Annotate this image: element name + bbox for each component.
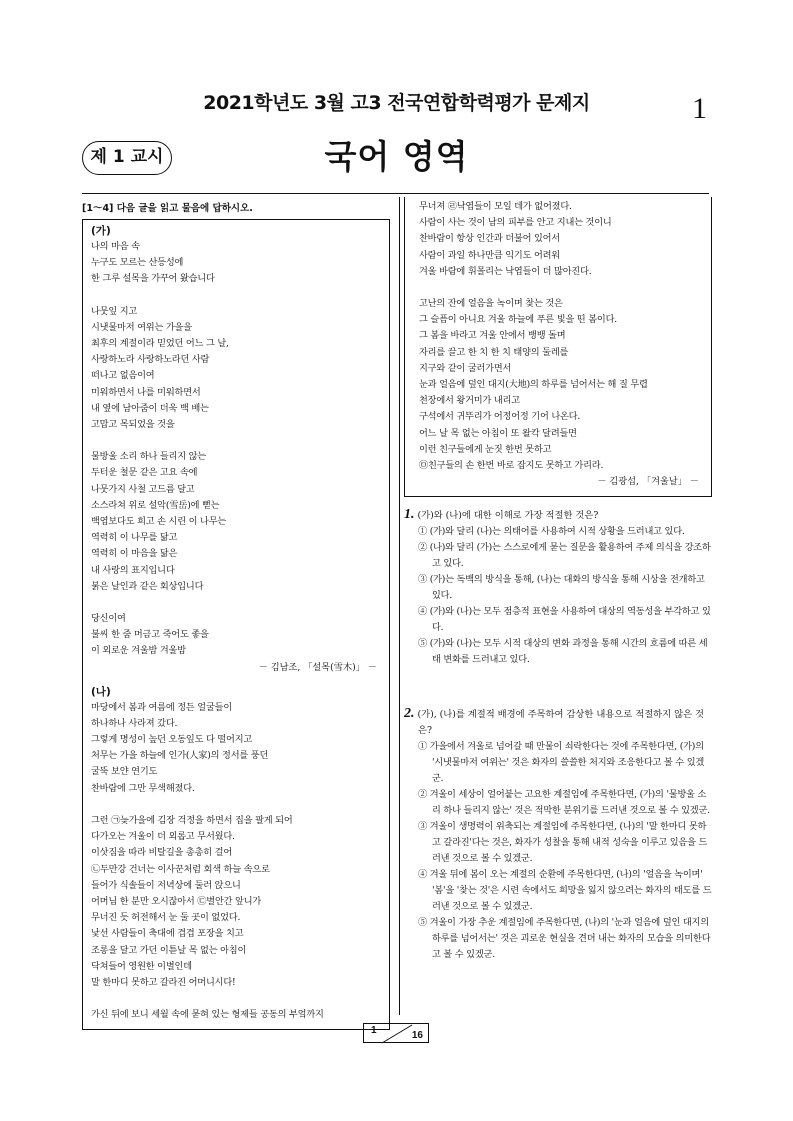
poem-line: 붉은 날인과 같은 회상입니다	[91, 580, 204, 592]
poem-line: 다가오는 겨울이 더 외롭고 무서웠다.	[91, 831, 235, 843]
poem-line: 처무는 가을 하늘에 인가(人家)의 정서를 풍던	[91, 750, 269, 762]
poem-line: 무너져 ㉣낙엽들이 모일 데가 없어졌다.	[419, 201, 572, 212]
left-column	[82, 202, 390, 1030]
poem-line: 눈과 얼음에 덮인 대지(大地)의 하루를 넘어서는 해 질 무렵	[419, 379, 648, 391]
stanza-break	[91, 991, 381, 1007]
poem-line: 고맙고 목되었을 것을	[91, 419, 175, 431]
poem-line: 어느 날 목 없는 아침이 또 왈칵 달려들면	[419, 427, 577, 439]
poem-line: 자리를 끌고 한 치 한 치 태양의 둘레를	[419, 346, 569, 358]
session-badge: 제 1 교시	[82, 141, 172, 175]
passage-na-continued-lines	[419, 199, 703, 474]
answer-choice[interactable]: ② 겨울이 세상이 얼어붙는 고요한 계절임에 주목한다면, (가)의 '물방울 소리 하나 들리지 않는' 것은 적막한 분위기를 드러낸 것으로 볼 수 있겠군.	[418, 789, 710, 817]
poem-line: 그 슬픔이 아니요 겨울 하늘에 푸른 빛을 띤 봄이다.	[419, 314, 617, 326]
poem-line: 내 옆에 남아줌이 더욱 백 배는	[91, 402, 209, 414]
question-2	[404, 706, 712, 963]
stanza-break	[91, 797, 381, 813]
question-stem	[404, 507, 712, 524]
poem-line: 사람이 과일 하나만큼 익기도 어려워	[419, 249, 561, 261]
poem-line: 찬바람이 항상 인간과 더불어 있어서	[419, 233, 561, 245]
poem-line: 역력히 이 나무를 닮고	[91, 532, 178, 544]
poem-line: 사랑하노라 사랑하노라던 사람	[91, 354, 210, 366]
poem-line: 당신이여	[91, 613, 126, 625]
poem-line: 그런 ㉠늦가을에 김장 걱정을 하면서 집을 팔게 되어	[91, 814, 293, 826]
poem-line: 이삿짐을 따라 비탈길을 총총히 걸어	[91, 847, 233, 859]
poem-line: ㉤친구들의 손 한번 바로 잡지도 못하고 가리라.	[419, 460, 604, 472]
question-text: (가), (나)를 계절적 배경에 주목하여 감상한 내용으로 적절하지 않은 것은?	[414, 709, 704, 737]
poem-line: 백엽보다도 희고 손 시린 이 나무는	[91, 516, 227, 528]
poem-line: 찬바람에 그만 무색해졌다.	[91, 782, 195, 794]
passage-na-label: (나)	[91, 685, 111, 698]
answer-choice[interactable]: ② (나)와 달리 (가)는 스스로에게 묻는 질문을 활용하여 주제 의식을 강조하고 있다.	[418, 542, 711, 570]
poem-line: 불씨 한 줌 머금고 죽어도 좋을	[91, 629, 209, 641]
question-text: (가)와 (나)에 대한 이해로 가장 적절한 것은?	[414, 510, 599, 522]
answer-choice[interactable]: ⑤ (가)와 (나)는 모두 시적 대상의 변화 과정을 통해 시간의 흐름에 따른 세태 변화를 드러내고 있다.	[418, 638, 708, 666]
answer-choice[interactable]: ⑤ 겨울이 가장 추운 계절임에 주목한다면, (나)의 '눈과 얼음에 덮인 대지의 하루를 넘어서는' 것은 괴로운 현실을 견뎌 내는 화자의 모습을 의미한다고 볼 수 있겠군.	[418, 917, 711, 961]
question-number: 1.	[404, 507, 415, 523]
passage-ga-label: (가)	[91, 225, 111, 237]
stanza-break	[91, 433, 381, 449]
poem-line: 지구와 같이 굴러가면서	[419, 362, 512, 374]
poem-line: 나의 마음 속	[91, 241, 140, 252]
page-counter	[363, 1023, 429, 1043]
stanza-break	[419, 280, 703, 296]
poem-line: 나뭇잎 지고	[91, 305, 138, 317]
poem-line: 소스라쳐 위로 설악(雪岳)에 뻗는	[91, 499, 220, 511]
passage-na-lines	[91, 700, 381, 1024]
page-number: 1	[692, 92, 707, 125]
answer-choice[interactable]: ④ (가)와 (나)는 모두 점층적 표현을 사용하여 대상의 역동성을 부각하고 있다.	[418, 606, 711, 634]
poem-line: 닥쳐들어 영원한 이별인데	[91, 960, 192, 972]
poem-line: 어머님 한 분만 오시잖아서 ㉢별안간 앞니가	[91, 895, 262, 907]
poem-line: 이런 친구들에게 눈짓 한번 못하고	[419, 443, 552, 455]
passage-ga-author: － 김남조, 「설목(雪木)」 －	[258, 661, 377, 673]
question-1	[404, 507, 712, 668]
passage-box-continued	[404, 197, 712, 497]
poem-line: 말 한마디 못하고 갈라진 어머니시다!	[91, 976, 236, 988]
passage-na-author: － 김광섭, 「겨울날」 －	[597, 476, 699, 488]
poem-line: 사람이 사는 것이 남의 피부를 안고 지내는 것이니	[419, 217, 612, 229]
poem-line: ㉡두만강 건너는 이사꾼처럼 회색 하늘 속으로	[91, 863, 270, 875]
answer-choice[interactable]: ③ (가)는 독백의 방식을 통해, (나)는 대화의 방식을 통해 시상을 전개하고 있다.	[418, 574, 705, 602]
questions	[404, 507, 712, 963]
poem-line: 천장에서 왕거미가 내리고	[419, 395, 520, 407]
answer-choice[interactable]: ① 가을에서 겨울로 넘어갈 때 만물이 쇠락한다는 것에 주목한다면, (가)의 '시냇물마저 여위는' 것은 화자의 쓸쓸한 처지와 조응한다고 볼 수 있겠군.	[418, 741, 705, 785]
passage-box	[82, 219, 390, 1030]
instruction: [1～4] 다음 글을 읽고 물음에 답하시오.	[82, 203, 253, 214]
poem-line: 최후의 계절이라 믿었던 어느 그 날,	[91, 338, 229, 350]
poem-line: 미워하면서 나를 미워하면서	[91, 386, 201, 398]
poem-line: 떠나고 없음이여	[91, 370, 155, 382]
poem-line: 나뭇가지 사철 고드름 달고	[91, 483, 195, 495]
exam-title: 2021학년도 3월 고3 전국연합학력평가 문제지	[203, 92, 590, 114]
poem-line: 구석에서 귀뚜리가 어정어정 기어 나온다.	[419, 411, 581, 423]
poem-line: 이 외로운 겨울밤 겨울밤	[91, 645, 186, 657]
subject-title: 국어 영역	[324, 137, 469, 176]
poem-line: 굴뚝 보얀 연기도	[91, 766, 158, 778]
answer-choice[interactable]: ④ 겨울 뒤에 봄이 오는 계절의 순환에 주목한다면, (나)의 '얼음을 녹이며' '봄'을 '찾는 것'은 시련 속에서도 희망을 잃지 않으려는 화자의 태도를 드러낸 것으로 볼 수 있겠군.	[418, 869, 712, 913]
poem-line: 겨울 바람에 휘몰리는 낙엽들이 더 많아진다.	[419, 265, 592, 277]
question-number: 2.	[404, 706, 415, 722]
header-rule	[82, 193, 709, 194]
page-current: 1	[371, 1025, 377, 1036]
answer-choice[interactable]: ① (가)와 달리 (나)는 의태어를 사용하여 시적 상황을 드러내고 있다.	[418, 526, 685, 538]
poem-line: 들어가 식솔들이 저녁상에 둘러 앉으니	[91, 879, 241, 891]
poem-line: 조롱을 달고 가던 이튿날 목 없는 아침이	[91, 944, 247, 956]
question-stem	[404, 706, 712, 739]
poem-line: 고난의 잔에 얼음을 녹이며 찾는 것은	[419, 298, 563, 310]
poem-line: 물방울 소리 하나 들리지 않는	[91, 451, 206, 463]
poem-line: 마당에서 봄과 여름에 정든 얼굴들이	[91, 701, 233, 713]
stanza-break	[91, 288, 381, 304]
page-total: 16	[411, 1030, 423, 1041]
poem-line: 한 그루 설목을 가꾸어 왔습니다	[91, 273, 215, 285]
column-divider	[399, 197, 400, 1015]
poem-line: 하나하나 사라져 갔다.	[91, 717, 178, 729]
poem-line: 그렇게 명성이 높던 오동잎도 다 떨어지고	[91, 734, 253, 746]
poem-line: 무너진 듯 허전해서 눈 둘 곳이 없었다.	[91, 912, 241, 924]
poem-line: 누구도 모르는 산등성에	[91, 257, 184, 269]
poem-line: 가신 뒤에 보니 세월 속에 묻혀 있는 형제들 공동의 부엌까지	[91, 1009, 324, 1021]
poem-line: 두터운 철문 같은 고요 속에	[91, 467, 198, 479]
passage-ga-lines	[91, 239, 381, 660]
poem-line: 내 사랑의 표지입니다	[91, 564, 175, 576]
poem-line: 그 봄을 바라고 겨울 안에서 뱅뱅 돌며	[419, 330, 566, 342]
poem-line: 낯선 사람들이 축대에 겹겹 포장을 치고	[91, 928, 244, 940]
answer-choice[interactable]: ③ 겨울이 생명력이 위축되는 계절임에 주목한다면, (나)의 '말 한마디 못하고 갈라진'다는 것은, 화자가 성찰을 통해 내적 성숙을 이루고 있음을 드러낸 것으로 볼 수 있겠군.	[418, 821, 708, 865]
stanza-break	[91, 595, 381, 611]
right-column	[404, 202, 712, 963]
poem-line: 역력히 이 마음을 닮은	[91, 548, 178, 560]
poem-line: 시냇물마저 여위는 가을을	[91, 321, 192, 333]
